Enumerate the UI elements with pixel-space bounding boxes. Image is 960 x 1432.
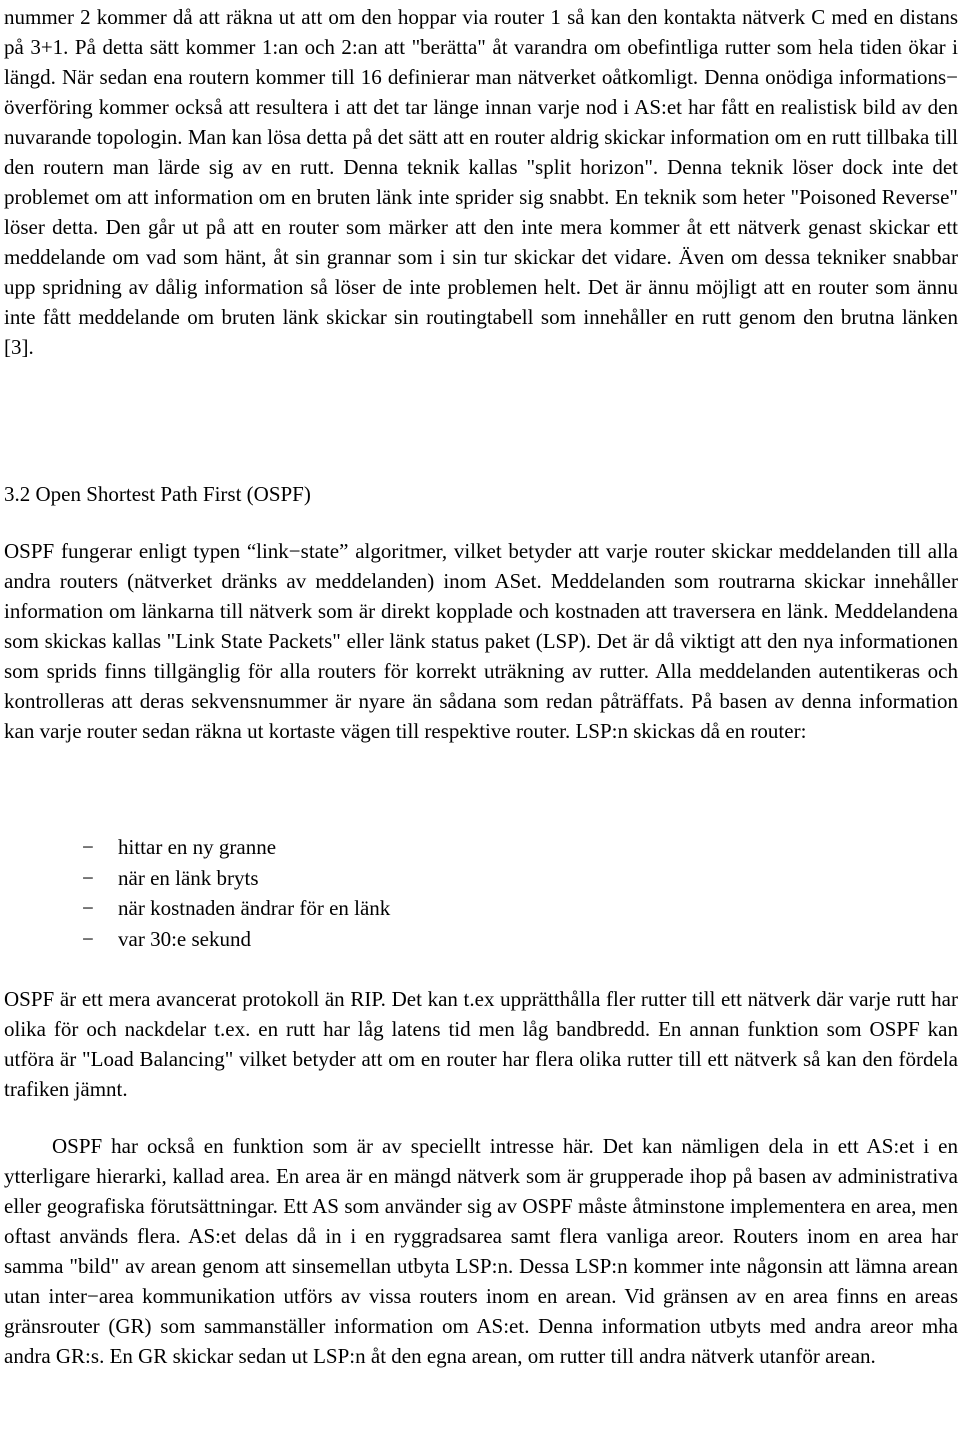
body-paragraph: nummer 2 kommer då att räkna ut att om den hoppar via router 1 så kan den kontakta nätverk C med en distans på 3+1. På detta sätt kommer 1:an och 2:an att "berätta" åt varandra om obefintliga rutter som hela tiden ökar i längd. När sedan ena routern kommer till 16 definierar man nätverket oåtkomligt. Denna onödiga informations− överföring kommer också att resultera i att det tar länge innan varje nod i AS:et har fått en realistisk bild av den nuvarande topologin. Man kan lösa detta på det sätt att en router aldrig skickar information om en rutt tillbaka till den routern man lärde sig av en rutt. Denna teknik kallas "split horizon". Denna teknik löser dock inte det problemet om att information om en bruten länk inte sprider sig snabbt. En teknik som heter "Poisoned Reverse" löser detta. Den går ut på att en router som märker att den inte mera kommer åt ett nätverk genast skickar ett meddelande om vad som hänt, åt sin grannar som i sin tur skickar det vidare. Även om dessa tekniker snabbar upp spridning av dålig information så löser de inte problemen helt. Det är ännu möjligt att en router som ännu inte fått meddelande om bruten länk skickar sin routingtabell som innehåller en rutt genom den brutna länken [3].	[4, 5, 958, 359]
list-item	[4, 832, 958, 863]
dash-bullet-icon: −	[82, 865, 94, 890]
dash-bullet-icon: −	[82, 926, 94, 951]
list-item-text: var 30:e sekund	[118, 926, 251, 951]
body-paragraph: OSPF är ett mera avancerat protokoll än RIP. Det kan t.ex upprätthålla fler rutter till ett nätverk där varje rutt har olika för och nackdelar t.ex. en rutt har låg latens tid men låg bandbredd. En annan funktion som OSPF kan utföra är "Load Balancing" vilket betyder att om en router har flera olika rutter till ett nätverk så kan den fördela trafiken jämnt.	[4, 987, 958, 1101]
body-paragraph: OSPF fungerar enligt typen “link−state” algoritmer, vilket betyder att varje router skickar meddelanden till alla andra routers (nätverket dränks av meddelanden) inom ASet. Meddelanden som routrarna skickar innehåller information om länkarna till nätverk som är direkt kopplade och kostnaden att traversera en länk. Meddelandena som skickas kallas "Link State Packets" eller länk status paket (LSP). Det är då viktigt att den nya informationen som sprids finns tillgänglig för alla routers för korrekt uträkning av rutter. Alla meddelanden autentikeras och kontrolleras att deras sekvensnummer är nyare än sådana som redan påträffats. På basen av denna information kan varje router sedan räkna ut kortaste vägen till respektive router. LSP:n skickas då en router:	[4, 539, 958, 743]
body-paragraph: OSPF har också en funktion som är av speciellt intresse här. Det kan nämligen dela in ett AS:et i en ytterligare hierarki, kallad area. En area är en mängd nätverk som är grupperade ihop på basen av administrativa eller geografiska förutsättningar. Ett AS som använder sig av OSPF måste åtminstone implementera en area, men oftast används flera. AS:et delas då in i en ryggradsarea samt flera vanliga areor. Routers inom en area har samma "bild" av arean genom att sinsemellan utbyta LSP:n. Dessa LSP:n kommer inte någonsin att lämna arean utan inter−area kommunikation utförs av vissa routers inom en arean. Vid gränsen av en area finns en areas gränsrouter (GR) som sammanställer information om AS:et. Denna information utbyts med andra areor mha andra GR:s. En GR skickar sedan ut LSP:n åt den egna arean, om rutter till andra nätverk utanför arean.	[4, 1134, 958, 1368]
list-item-text: hittar en ny granne	[118, 835, 277, 859]
list-item-text: när kostnaden ändrar för en länk	[118, 896, 391, 920]
bullet-list	[4, 832, 958, 954]
list-item-text: när en länk bryts	[118, 865, 259, 890]
section-heading: 3.2 Open Shortest Path First (OSPF)	[4, 482, 311, 506]
dash-bullet-icon: −	[82, 835, 94, 859]
list-item	[4, 863, 958, 894]
list-item	[4, 893, 958, 924]
list-item	[4, 924, 958, 955]
dash-bullet-icon: −	[82, 896, 94, 920]
